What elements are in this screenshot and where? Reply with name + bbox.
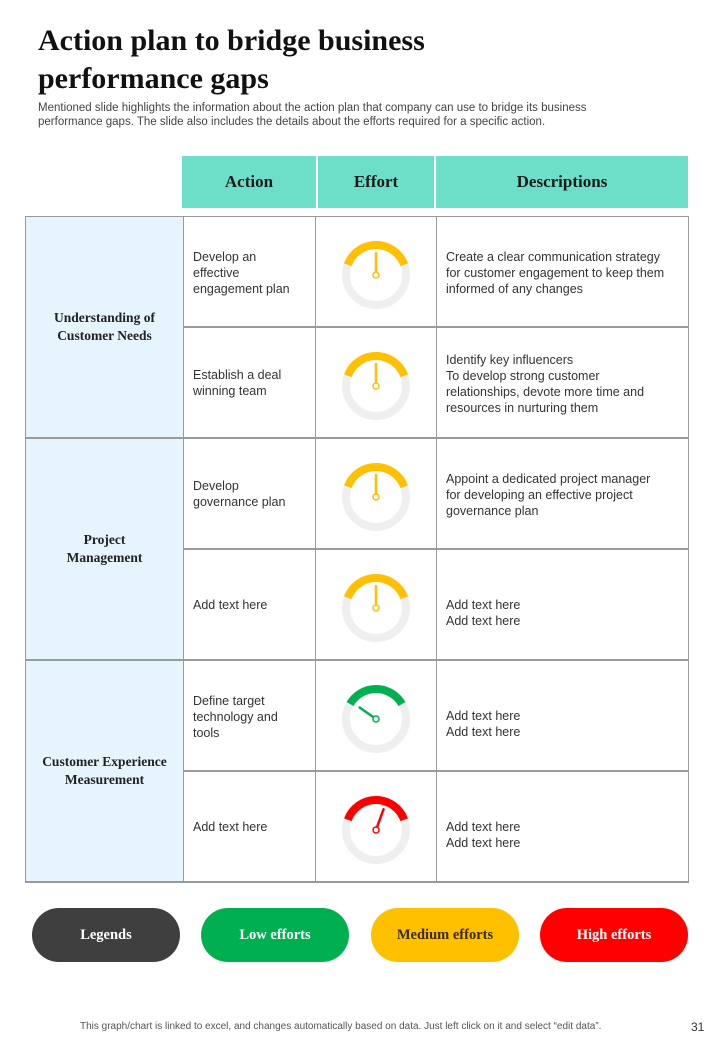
column-header-action: Action: [182, 156, 316, 208]
description-text: To develop strong customer: [446, 369, 600, 383]
effort-gauge-icon: [336, 790, 416, 870]
action-cell: [183, 438, 316, 549]
gauge-hub: [373, 383, 379, 389]
description-cell: [436, 660, 689, 771]
action-cell: [183, 216, 316, 327]
action-text: tools: [193, 726, 220, 740]
action-text: Develop: [193, 479, 239, 493]
description-text: Create a clear communication strategy: [446, 250, 660, 264]
description-text: Add text here: [446, 725, 521, 739]
effort-cell: [315, 660, 437, 771]
description-text: governance plan: [446, 504, 539, 518]
description-cell: [436, 549, 689, 660]
subtitle-line-2: performance gaps. The slide also includes the details about the efforts required for a specific action.: [38, 116, 546, 128]
gauge-hub: [373, 716, 379, 722]
effort-gauge-icon: [336, 568, 416, 648]
effort-gauge-icon: [336, 346, 416, 426]
action-text: Add text here: [193, 598, 268, 612]
action-text: effective: [193, 266, 240, 280]
description-text: for customer engagement to keep them: [446, 266, 665, 280]
gauge-arc: [348, 800, 404, 820]
category-label: Management: [66, 550, 143, 565]
action-text: technology and: [193, 710, 278, 724]
action-cell: [183, 549, 316, 660]
effort-cell: [315, 549, 437, 660]
footer-note: This graph/chart is linked to excel, and changes automatically based on data. Just left click on it and select “edit data”.: [80, 1021, 602, 1032]
action-cell: [183, 771, 316, 882]
description-cell: [436, 771, 689, 882]
category-label: Understanding of: [54, 310, 155, 325]
category-label: Project: [83, 532, 126, 547]
gauge-hub: [373, 605, 379, 611]
subtitle-line-1: Mentioned slide highlights the information about the action plan that company can use to bridge its business: [38, 102, 587, 114]
legend-high-efforts: High efforts: [540, 908, 688, 962]
effort-cell: [315, 438, 437, 549]
effort-gauge-icon: [336, 679, 416, 759]
gauge-hub: [373, 272, 379, 278]
description-text: Add text here: [446, 820, 521, 834]
effort-cell: [315, 216, 437, 327]
action-text: Add text here: [193, 820, 268, 834]
page-subtitle: [38, 101, 678, 129]
category-customer-experience-measurement: [25, 660, 184, 882]
page-number: 31: [691, 1020, 705, 1034]
description-text: Identify key influencers: [446, 353, 574, 367]
description-text: Add text here: [446, 598, 521, 612]
title-line-2: performance gaps: [38, 62, 269, 95]
category-understanding-customer-needs: [25, 216, 184, 438]
description-cell: [436, 327, 689, 438]
action-text: engagement plan: [193, 282, 290, 296]
category-label: Measurement: [64, 772, 145, 787]
action-text: winning team: [193, 384, 267, 398]
category-label: Customer Experience: [42, 754, 167, 769]
legend-medium-efforts: Medium efforts: [371, 908, 519, 962]
description-text: for developing an effective project: [446, 488, 633, 502]
effort-cell: [315, 771, 437, 882]
category-label: Customer Needs: [57, 328, 152, 343]
category-project-management: [25, 438, 184, 660]
action-cell: [183, 660, 316, 771]
effort-cell: [315, 327, 437, 438]
column-header-descriptions: Descriptions: [436, 156, 688, 208]
description-text: Add text here: [446, 836, 521, 850]
action-text: Develop an: [193, 250, 257, 264]
gauge-hub: [373, 494, 379, 500]
effort-gauge-icon: [336, 235, 416, 315]
title-line-1: Action plan to bridge business: [38, 24, 425, 57]
page-title: [38, 22, 678, 98]
gauge-arc: [350, 689, 402, 704]
action-cell: [183, 327, 316, 438]
action-text: Establish a deal: [193, 368, 282, 382]
description-text: Add text here: [446, 709, 521, 723]
gauge-hub: [373, 827, 379, 833]
description-cell: [436, 438, 689, 549]
legend-title-pill: Legends: [32, 908, 180, 962]
description-text: informed of any changes: [446, 282, 583, 296]
action-text: governance plan: [193, 495, 286, 509]
effort-gauge-icon: [336, 457, 416, 537]
column-header-effort: Effort: [318, 156, 434, 208]
description-text: relationships, devote more time and: [446, 385, 645, 399]
description-text: Appoint a dedicated project manager: [446, 472, 651, 486]
description-text: Add text here: [446, 614, 521, 628]
description-cell: [436, 216, 689, 327]
action-text: Define target: [193, 694, 265, 708]
legend-low-efforts: Low efforts: [201, 908, 349, 962]
description-text: resources in nurturing them: [446, 401, 599, 415]
